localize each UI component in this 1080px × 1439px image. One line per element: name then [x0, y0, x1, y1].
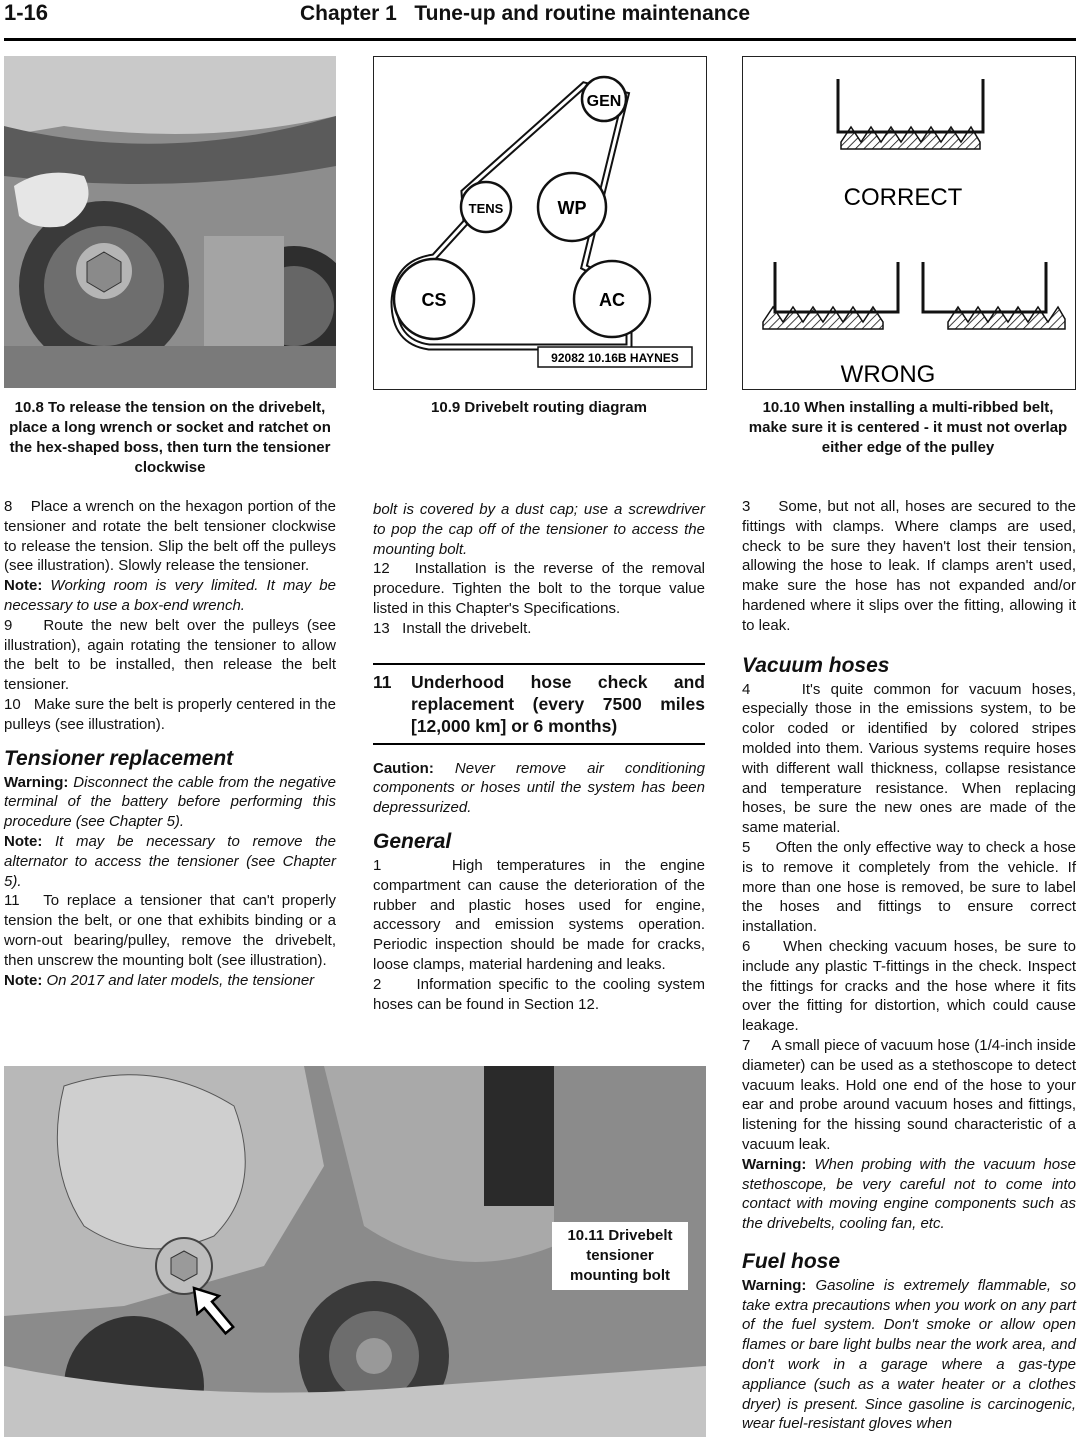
- engine-photo-illustration: [4, 56, 336, 388]
- figure-10-10-caption: 10.10 When installing a multi-ribbed belt, make sure it is centered - it must not overlap either edge of the pulley: [748, 399, 1068, 456]
- column-3: [742, 497, 1076, 1434]
- paragraph-1: 1 High temperatures in the engine compartment can cause the deterioration of the rubber and plastic hoses used for engine, accessory and emission systems operation. Periodic inspection should be made for cracks, loose clamps, material hardening and leaks.: [373, 856, 705, 973]
- paragraph-10: 10 Make sure the belt is properly centered in the pulleys (see illustration).: [4, 695, 336, 733]
- diagram-code: 92082 10.16B HAYNES: [551, 351, 679, 365]
- chapter-title: Chapter 1 Tune-up and routine maintenance: [300, 2, 750, 25]
- section-title: Underhood hose check and replacement (every 7500 miles [12,000 km] or 6 months): [411, 671, 705, 736]
- paragraph-2: 2 Information specific to the cooling system hoses can be found in Section 12.: [373, 975, 705, 1013]
- pulley-ac-label: AC: [599, 290, 625, 310]
- heading-general: General: [373, 829, 452, 853]
- figure-10-10-diagram: [742, 56, 1076, 390]
- figure-10-8-caption: 10.8 To release the tension on the drivebelt, place a long wrench or socket and ratchet on the hex-shaped boss, then turn the tensioner clockwise: [9, 399, 331, 476]
- paragraph-8: 8 Place a wrench on the hexagon portion of the tensioner and rotate the belt tensioner clockwise to release the tension. Slip the belt off the pulleys (see illustration). Slowly release the tensioner.: [4, 498, 336, 575]
- warning-vacuum: Warning: When probing with the vacuum hose stethoscope, be very careful not to come into contact with moving engine components such as the drivebelts, cooling fan, etc.: [742, 1155, 1076, 1233]
- pulley-cs-label: CS: [421, 290, 447, 310]
- figure-10-9-caption: 10.9 Drivebelt routing diagram: [431, 399, 647, 416]
- section-number: 11: [373, 671, 392, 692]
- paragraph-12: 12 Installation is the reverse of the removal procedure. Tighten the bolt to the torque value listed in this Chapter's Specifications.: [373, 560, 705, 617]
- warning-fuel: Warning: Gasoline is extremely flammable, so take extra precautions when you work on any part of the fuel system. Don't smoke or allow open flames or bare light bulbs near the work area, and don't work in a garage where a gas-type appliance (such as a water heater or a clothes dryer) is present. Since gasoline is carcinogenic, wear fuel-resistant gloves when: [742, 1276, 1076, 1433]
- paragraph-6: 6 When checking vacuum hoses, be sure to include any plastic T-fittings in the check. Inspect the fittings for cracks and the hose where it fits over the fitting for distortion, which could cause leakage.: [742, 937, 1076, 1035]
- pulley-wp-label: WP: [557, 198, 587, 218]
- paragraph-3: 3 Some, but not all, hoses are secured to the fittings with clamps. Where clamps are used, check to be sure they haven't lost their tension, allowing the hose to leak. If clamps aren't used, make sure the hose has not expanded and/or hardened where it slips over the fitting, allowing it to leak.: [742, 498, 1076, 634]
- pulley-tens-label: TENS: [468, 201, 504, 216]
- heading-tensioner-replacement: Tensioner replacement: [4, 746, 234, 770]
- paragraph-11: 11 To replace a tensioner that can't properly tension the belt, or one that exhibits binding or a worn-out bearing/pulley, remove the drivebelt, then unscrew the mounting bolt (see illustration).: [4, 892, 336, 969]
- page-number: 1-16: [4, 0, 49, 25]
- paragraph-13: 13 Install the drivebelt.: [373, 619, 532, 637]
- wrong-label: WRONG: [840, 361, 936, 388]
- heading-vacuum-hoses: Vacuum hoses: [742, 653, 890, 677]
- header-rule: [4, 38, 1076, 41]
- figure-10-9-diagram: [373, 56, 707, 390]
- column-1: [4, 497, 336, 990]
- note-2: Note: It may be necessary to remove the alternator to access the tensioner (see Chapter 5).: [4, 832, 336, 890]
- caution: Caution: Never remove air conditioning components or hoses until the system has been depressurized.: [373, 759, 705, 817]
- warning-1: Warning: Disconnect the cable from the negative terminal of the battery before performing this procedure (see Chapter 5).: [4, 773, 336, 831]
- paragraph-continued: bolt is covered by a dust cap; use a screwdriver to pop the cap off of the tensioner to access the mounting bolt.: [373, 501, 705, 558]
- paragraph-9: 9 Route the new belt over the pulleys (see illustration), again rotating the tensioner to allow the belt to be installed, then release the belt tensioner.: [4, 616, 336, 694]
- correct-label: CORRECT: [843, 184, 963, 211]
- heading-fuel-hose: Fuel hose: [742, 1249, 841, 1273]
- note-1: Note: Working room is very limited. It may be necessary to use a box-end wrench.: [4, 577, 336, 614]
- paragraph-4: 4 It's quite common for vacuum hoses, especially those in the emissions system, to be color coded or identified by colored stripes molded into them. Various systems require hoses with different wall thickness, collapse resistance and temperature resistance. When replacing hoses, be sure the new ones are made of the same material.: [742, 680, 1076, 837]
- paragraph-7: 7 A small piece of vacuum hose (1/4-inch inside diameter) can be used as a stethoscope to detect vacuum leaks. Hold one end of the hose to your ear and probe around vacuum hoses and fittings, listening for the hissing sound characteristic of a vacuum leak.: [742, 1036, 1076, 1153]
- section-11-heading: [373, 663, 705, 745]
- column-2: [373, 500, 705, 1014]
- pulley-gen-label: GEN: [586, 93, 622, 110]
- note-3: Note: On 2017 and later models, the tensioner: [4, 971, 315, 989]
- paragraph-5: 5 Often the only effective way to check a hose is to remove it completely from the vehicle. If more than one hose is removed, be sure to label the hoses and fittings to ensure correct installation.: [742, 838, 1076, 936]
- figure-10-8-photo: [4, 56, 336, 388]
- figure-10-11-caption: 10.11 Drivebelt tensioner mounting bolt: [552, 1222, 688, 1290]
